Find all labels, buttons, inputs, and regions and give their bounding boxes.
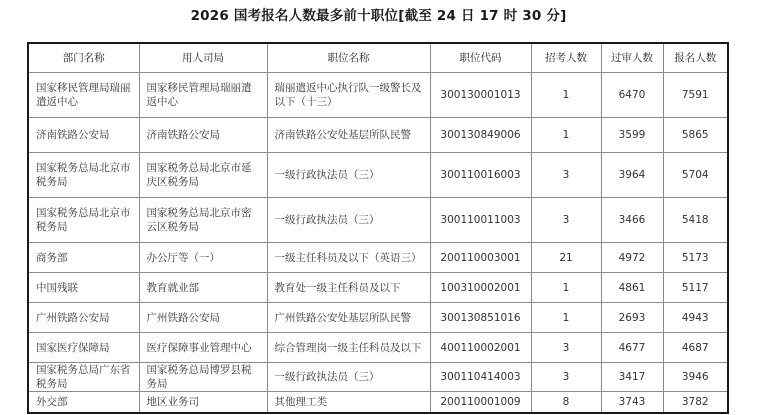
cell-dept: 广州铁路公安局 xyxy=(28,303,139,333)
cell-code: 300130849006 xyxy=(430,118,531,153)
cell-approved: 3599 xyxy=(601,118,663,153)
cell-dept: 国家医疗保障局 xyxy=(28,333,139,363)
cell-position: 一级行政执法员（三） xyxy=(267,198,430,243)
header-bureau: 用人司局 xyxy=(139,43,267,73)
cell-quota: 1 xyxy=(531,118,601,153)
cell-quota: 3 xyxy=(531,153,601,198)
cell-quota: 1 xyxy=(531,273,601,303)
cell-applied: 5418 xyxy=(663,198,728,243)
cell-position: 济南铁路公安处基层所队民警 xyxy=(267,118,430,153)
cell-dept: 国家税务总局北京市税务局 xyxy=(28,153,139,198)
cell-quota: 3 xyxy=(531,363,601,392)
cell-applied: 3782 xyxy=(663,392,728,414)
table-row xyxy=(28,333,728,363)
cell-bureau: 国家税务总局博罗县税务局 xyxy=(139,363,267,392)
cell-bureau: 地区业务司 xyxy=(139,392,267,414)
cell-dept: 商务部 xyxy=(28,243,139,273)
cell-approved: 3743 xyxy=(601,392,663,414)
cell-applied: 5704 xyxy=(663,153,728,198)
cell-position: 一级行政执法员（三） xyxy=(267,363,430,392)
cell-code: 200110003001 xyxy=(430,243,531,273)
cell-approved: 4677 xyxy=(601,333,663,363)
cell-bureau: 济南铁路公安局 xyxy=(139,118,267,153)
cell-bureau: 办公厅等（一） xyxy=(139,243,267,273)
cell-code: 200110001009 xyxy=(430,392,531,414)
cell-code: 300110414003 xyxy=(430,363,531,392)
cell-approved: 6470 xyxy=(601,73,663,118)
cell-bureau: 广州铁路公安局 xyxy=(139,303,267,333)
cell-dept: 中国残联 xyxy=(28,273,139,303)
page-title: 2026 国考报名人数最多前十职位[截至 24 日 17 时 30 分] xyxy=(190,8,567,24)
cell-quota: 1 xyxy=(531,303,601,333)
header-applied: 报名人数 xyxy=(663,43,728,73)
cell-quota: 21 xyxy=(531,243,601,273)
cell-bureau: 国家税务总局北京市延庆区税务局 xyxy=(139,153,267,198)
cell-bureau: 国家移民管理局瑞丽遣返中心 xyxy=(139,73,267,118)
cell-code: 300110016003 xyxy=(430,153,531,198)
cell-quota: 1 xyxy=(531,73,601,118)
cell-bureau: 教育就业部 xyxy=(139,273,267,303)
table-row xyxy=(28,303,728,333)
cell-position: 教育处一级主任科员及以下 xyxy=(267,273,430,303)
cell-position: 瑞丽遣返中心执行队一级警长及以下（十三） xyxy=(267,73,430,118)
cell-dept: 国家移民管理局瑞丽遣返中心 xyxy=(28,73,139,118)
cell-quota: 3 xyxy=(531,333,601,363)
header-code: 职位代码 xyxy=(430,43,531,73)
cell-approved: 4861 xyxy=(601,273,663,303)
table-row xyxy=(28,118,728,153)
cell-position: 其他理工类 xyxy=(267,392,430,414)
cell-position: 广州铁路公安处基层所队民警 xyxy=(267,303,430,333)
cell-applied: 7591 xyxy=(663,73,728,118)
cell-applied: 3946 xyxy=(663,363,728,392)
table-row xyxy=(28,153,728,198)
table-row xyxy=(28,363,728,392)
table-row xyxy=(28,392,728,414)
cell-approved: 3964 xyxy=(601,153,663,198)
cell-code: 100310002001 xyxy=(430,273,531,303)
table-row xyxy=(28,198,728,243)
table-row xyxy=(28,243,728,273)
header-dept: 部门名称 xyxy=(28,43,139,73)
cell-applied: 5117 xyxy=(663,273,728,303)
cell-code: 300130851016 xyxy=(430,303,531,333)
cell-bureau: 医疗保障事业管理中心 xyxy=(139,333,267,363)
cell-quota: 3 xyxy=(531,198,601,243)
cell-bureau: 国家税务总局北京市密云区税务局 xyxy=(139,198,267,243)
cell-applied: 4943 xyxy=(663,303,728,333)
cell-code: 400110002001 xyxy=(430,333,531,363)
table-row xyxy=(28,73,728,118)
cell-dept: 济南铁路公安局 xyxy=(28,118,139,153)
cell-code: 300130001013 xyxy=(430,73,531,118)
header-quota: 招考人数 xyxy=(531,43,601,73)
table-row xyxy=(28,273,728,303)
cell-code: 300110011003 xyxy=(430,198,531,243)
cell-position: 一级行政执法员（三） xyxy=(267,153,430,198)
cell-dept: 外交部 xyxy=(28,392,139,414)
positions-table xyxy=(27,42,729,414)
cell-approved: 3466 xyxy=(601,198,663,243)
cell-position: 一级主任科员及以下（英语三） xyxy=(267,243,430,273)
cell-quota: 8 xyxy=(531,392,601,414)
table-header-row xyxy=(28,43,728,73)
header-approved: 过审人数 xyxy=(601,43,663,73)
cell-dept: 国家税务总局广东省税务局 xyxy=(28,363,139,392)
cell-applied: 5865 xyxy=(663,118,728,153)
cell-applied: 4687 xyxy=(663,333,728,363)
cell-approved: 2693 xyxy=(601,303,663,333)
cell-approved: 4972 xyxy=(601,243,663,273)
cell-approved: 3417 xyxy=(601,363,663,392)
cell-dept: 国家税务总局北京市税务局 xyxy=(28,198,139,243)
header-position: 职位名称 xyxy=(267,43,430,73)
cell-position: 综合管理岗一级主任科员及以下 xyxy=(267,333,430,363)
cell-applied: 5173 xyxy=(663,243,728,273)
